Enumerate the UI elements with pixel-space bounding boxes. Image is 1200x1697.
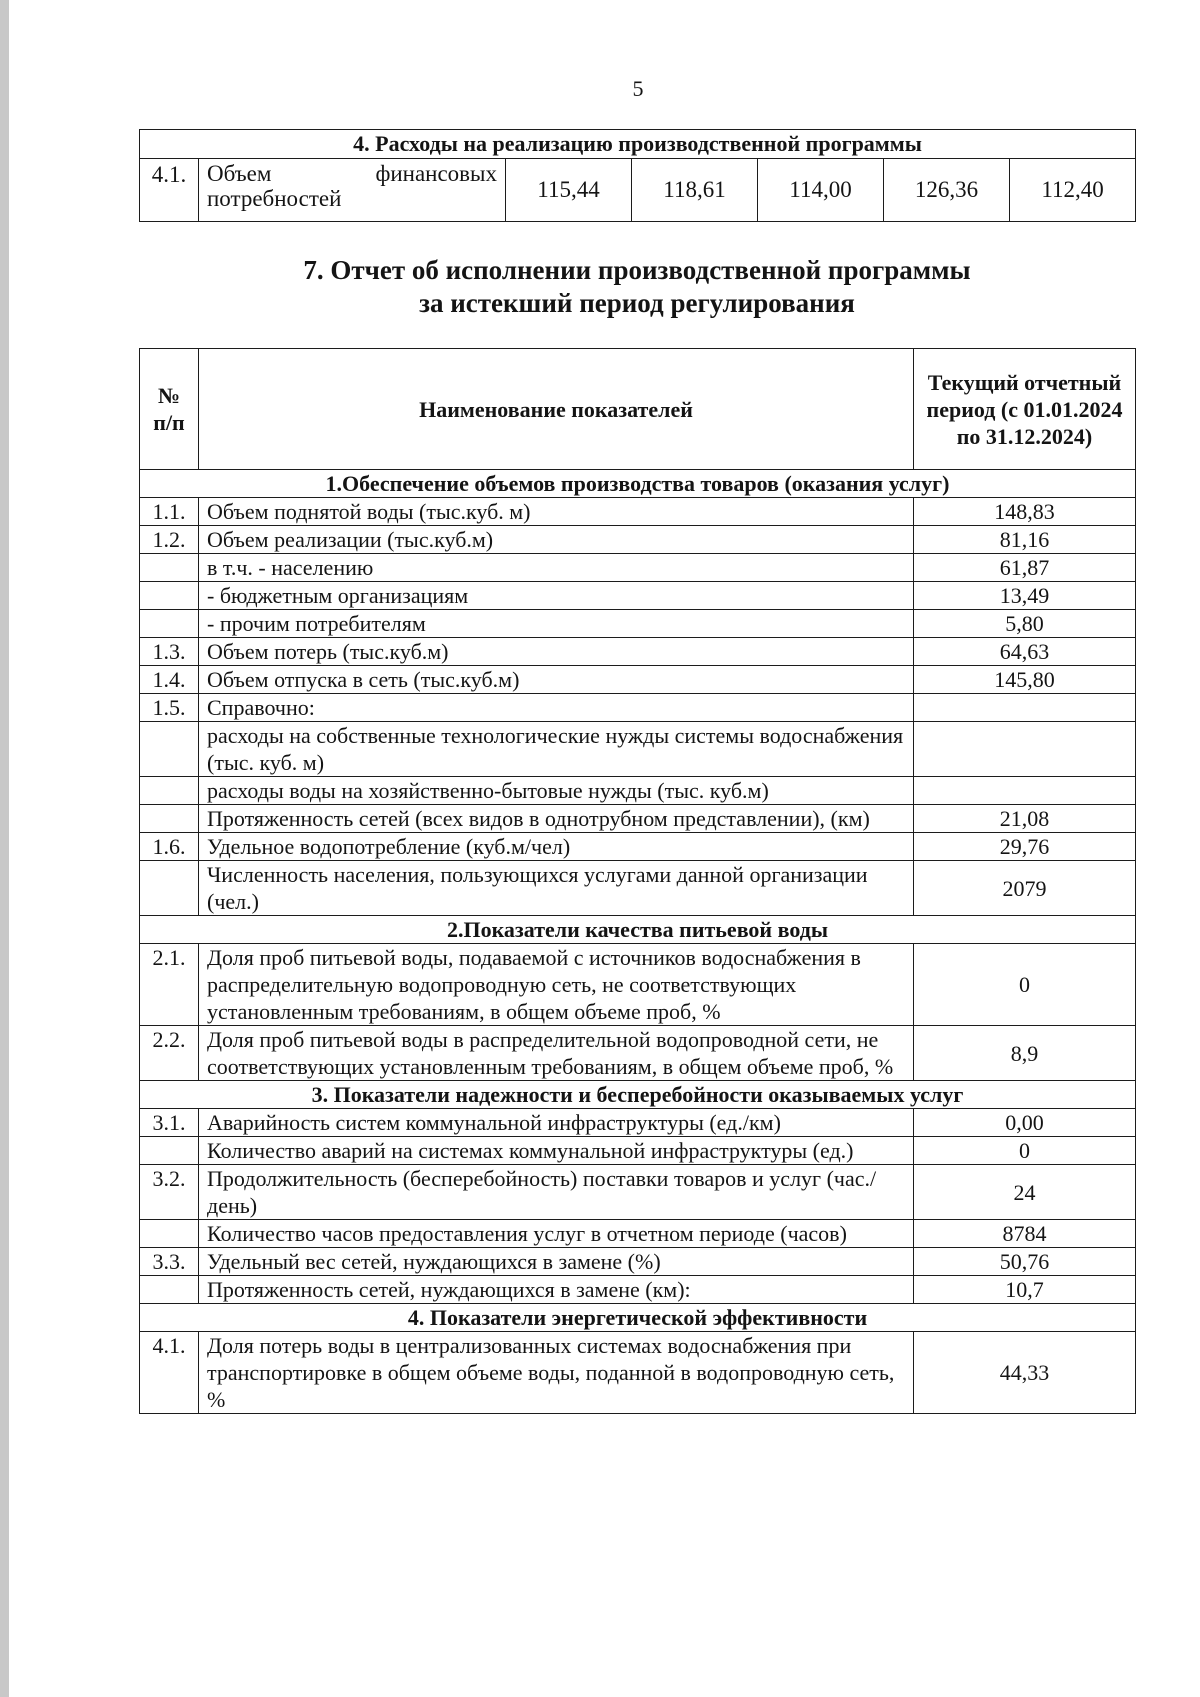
value-cell: 112,40 (1010, 159, 1136, 222)
table-row (140, 833, 1136, 861)
indicator-value: 8784 (914, 1220, 1136, 1248)
indicator-value: 0,00 (914, 1109, 1136, 1137)
row-number: 1.3. (140, 638, 199, 666)
row-number (140, 582, 199, 610)
indicator-name: Доля проб питьевой воды, подаваемой с источников водоснабжения в распределительную водопроводную сеть, не соответствующих установленным требованиям, в общем объеме проб, % (199, 944, 914, 1026)
header-number: № п/п (140, 349, 199, 470)
indicator-name: Объем потерь (тыс.куб.м) (199, 638, 914, 666)
row-number: 2.1. (140, 944, 199, 1026)
indicator-value: 0 (914, 944, 1136, 1026)
scan-edge (0, 0, 9, 1697)
row-name-line-2: потребностей (207, 186, 342, 211)
report-heading-line-1: 7. Отчет об исполнении производственной программы (303, 255, 971, 285)
table-row (140, 1332, 1136, 1414)
report-table (139, 348, 1136, 1414)
table-row (140, 610, 1136, 638)
table-row (140, 694, 1136, 722)
value-cell: 114,00 (758, 159, 884, 222)
row-number: 3.3. (140, 1248, 199, 1276)
row-name-word-1: Объем (207, 161, 272, 186)
indicator-value: 81,16 (914, 526, 1136, 554)
table-row (140, 1026, 1136, 1081)
value-cell: 126,36 (884, 159, 1010, 222)
indicator-value (914, 694, 1136, 722)
row-number: 4.1. (140, 1332, 199, 1414)
row-number (140, 777, 199, 805)
indicator-value: 145,80 (914, 666, 1136, 694)
section-title: 1.Обеспечение объемов производства товаров (оказания услуг) (140, 470, 1136, 498)
indicator-name: Аварийность систем коммунальной инфраструктуры (ед./км) (199, 1109, 914, 1137)
indicator-value: 64,63 (914, 638, 1136, 666)
indicator-name: Справочно: (199, 694, 914, 722)
table-row (140, 1165, 1136, 1220)
table-row (140, 526, 1136, 554)
indicator-name: Количество аварий на системах коммунальной инфраструктуры (ед.) (199, 1137, 914, 1165)
indicator-name: Объем реализации (тыс.куб.м) (199, 526, 914, 554)
table-row (140, 638, 1136, 666)
indicator-value: 10,7 (914, 1276, 1136, 1304)
section-row (140, 470, 1136, 498)
report-heading (139, 254, 1135, 320)
table-row (140, 1109, 1136, 1137)
table-row (140, 1220, 1136, 1248)
row-number (140, 1137, 199, 1165)
section-row (140, 1081, 1136, 1109)
table-row (140, 582, 1136, 610)
indicator-name: Доля проб питьевой воды в распределительной водопроводной сети, не соответствующих установленным требованиям, в общем объеме проб, % (199, 1026, 914, 1081)
table-row (140, 805, 1136, 833)
indicator-value: 50,76 (914, 1248, 1136, 1276)
value-cell: 118,61 (632, 159, 758, 222)
table-row (140, 861, 1136, 916)
indicator-name: Объем поднятой воды (тыс.куб. м) (199, 498, 914, 526)
section-title: 3. Показатели надежности и бесперебойности оказываемых услуг (140, 1081, 1136, 1109)
table-row (140, 498, 1136, 526)
indicator-value: 0 (914, 1137, 1136, 1165)
indicator-value: 148,83 (914, 498, 1136, 526)
report-table-body (140, 470, 1136, 1414)
row-number (140, 610, 199, 638)
indicator-name: Численность населения, пользующихся услугами данной организации (чел.) (199, 861, 914, 916)
row-name (199, 159, 506, 222)
indicator-name: - прочим потребителям (199, 610, 914, 638)
indicator-name: Протяженность сетей, нуждающихся в замене (км): (199, 1276, 914, 1304)
row-number (140, 722, 199, 777)
row-name-word-2: финансовых (375, 161, 497, 186)
indicator-value (914, 722, 1136, 777)
indicator-value: 61,87 (914, 554, 1136, 582)
indicator-value: 2079 (914, 861, 1136, 916)
row-number (140, 861, 199, 916)
row-number: 1.6. (140, 833, 199, 861)
indicator-value: 24 (914, 1165, 1136, 1220)
indicator-value (914, 777, 1136, 805)
section-title: 2.Показатели качества питьевой воды (140, 916, 1136, 944)
table-row (140, 944, 1136, 1026)
row-number (140, 554, 199, 582)
table-row (140, 1137, 1136, 1165)
row-number: 3.2. (140, 1165, 199, 1220)
row-number: 3.1. (140, 1109, 199, 1137)
table-row (140, 1276, 1136, 1304)
row-number: 1.2. (140, 526, 199, 554)
expenses-table (139, 129, 1136, 222)
indicator-name: расходы воды на хозяйственно-бытовые нужды (тыс. куб.м) (199, 777, 914, 805)
indicator-name: Продолжительность (бесперебойность) поставки товаров и услуг (час./день) (199, 1165, 914, 1220)
expenses-section-title: 4. Расходы на реализацию производственной программы (140, 130, 1136, 159)
indicator-value: 8,9 (914, 1026, 1136, 1081)
indicator-name: в т.ч. - населению (199, 554, 914, 582)
section-row (140, 916, 1136, 944)
header-name: Наименование показателей (199, 349, 914, 470)
row-number: 4.1. (140, 159, 199, 222)
row-number (140, 805, 199, 833)
indicator-name: Удельное водопотребление (куб.м/чел) (199, 833, 914, 861)
table-row (140, 722, 1136, 777)
value-cell: 115,44 (506, 159, 632, 222)
indicator-value: 21,08 (914, 805, 1136, 833)
row-number: 2.2. (140, 1026, 199, 1081)
row-number: 1.4. (140, 666, 199, 694)
table-row (140, 1248, 1136, 1276)
row-number (140, 1220, 199, 1248)
indicator-name: Доля потерь воды в централизованных системах водоснабжения при транспортировке в общем объеме воды, поданной в водопроводную сеть, % (199, 1332, 914, 1414)
indicator-name: - бюджетным организациям (199, 582, 914, 610)
indicator-name: Объем отпуска в сеть (тыс.куб.м) (199, 666, 914, 694)
row-number: 1.1. (140, 498, 199, 526)
table-row (140, 554, 1136, 582)
indicator-name: Протяженность сетей (всех видов в однотрубном представлении), (км) (199, 805, 914, 833)
table-row (140, 777, 1136, 805)
report-heading-line-2: за истекший период регулирования (419, 288, 855, 318)
indicator-name: расходы на собственные технологические нужды системы водоснабжения (тыс. куб. м) (199, 722, 914, 777)
row-number: 1.5. (140, 694, 199, 722)
section-title: 4. Показатели энергетической эффективности (140, 1304, 1136, 1332)
table-row (140, 666, 1136, 694)
row-number (140, 1276, 199, 1304)
page-number: 5 (632, 76, 644, 101)
indicator-value: 13,49 (914, 582, 1136, 610)
indicator-value: 5,80 (914, 610, 1136, 638)
indicator-name: Удельный вес сетей, нуждающихся в замене (%) (199, 1248, 914, 1276)
indicator-value: 44,33 (914, 1332, 1136, 1414)
indicator-name: Количество часов предоставления услуг в отчетном периоде (часов) (199, 1220, 914, 1248)
table-row (140, 159, 1136, 222)
section-row (140, 1304, 1136, 1332)
indicator-value: 29,76 (914, 833, 1136, 861)
header-period: Текущий отчетный период (с 01.01.2024 по 31.12.2024) (914, 349, 1136, 470)
